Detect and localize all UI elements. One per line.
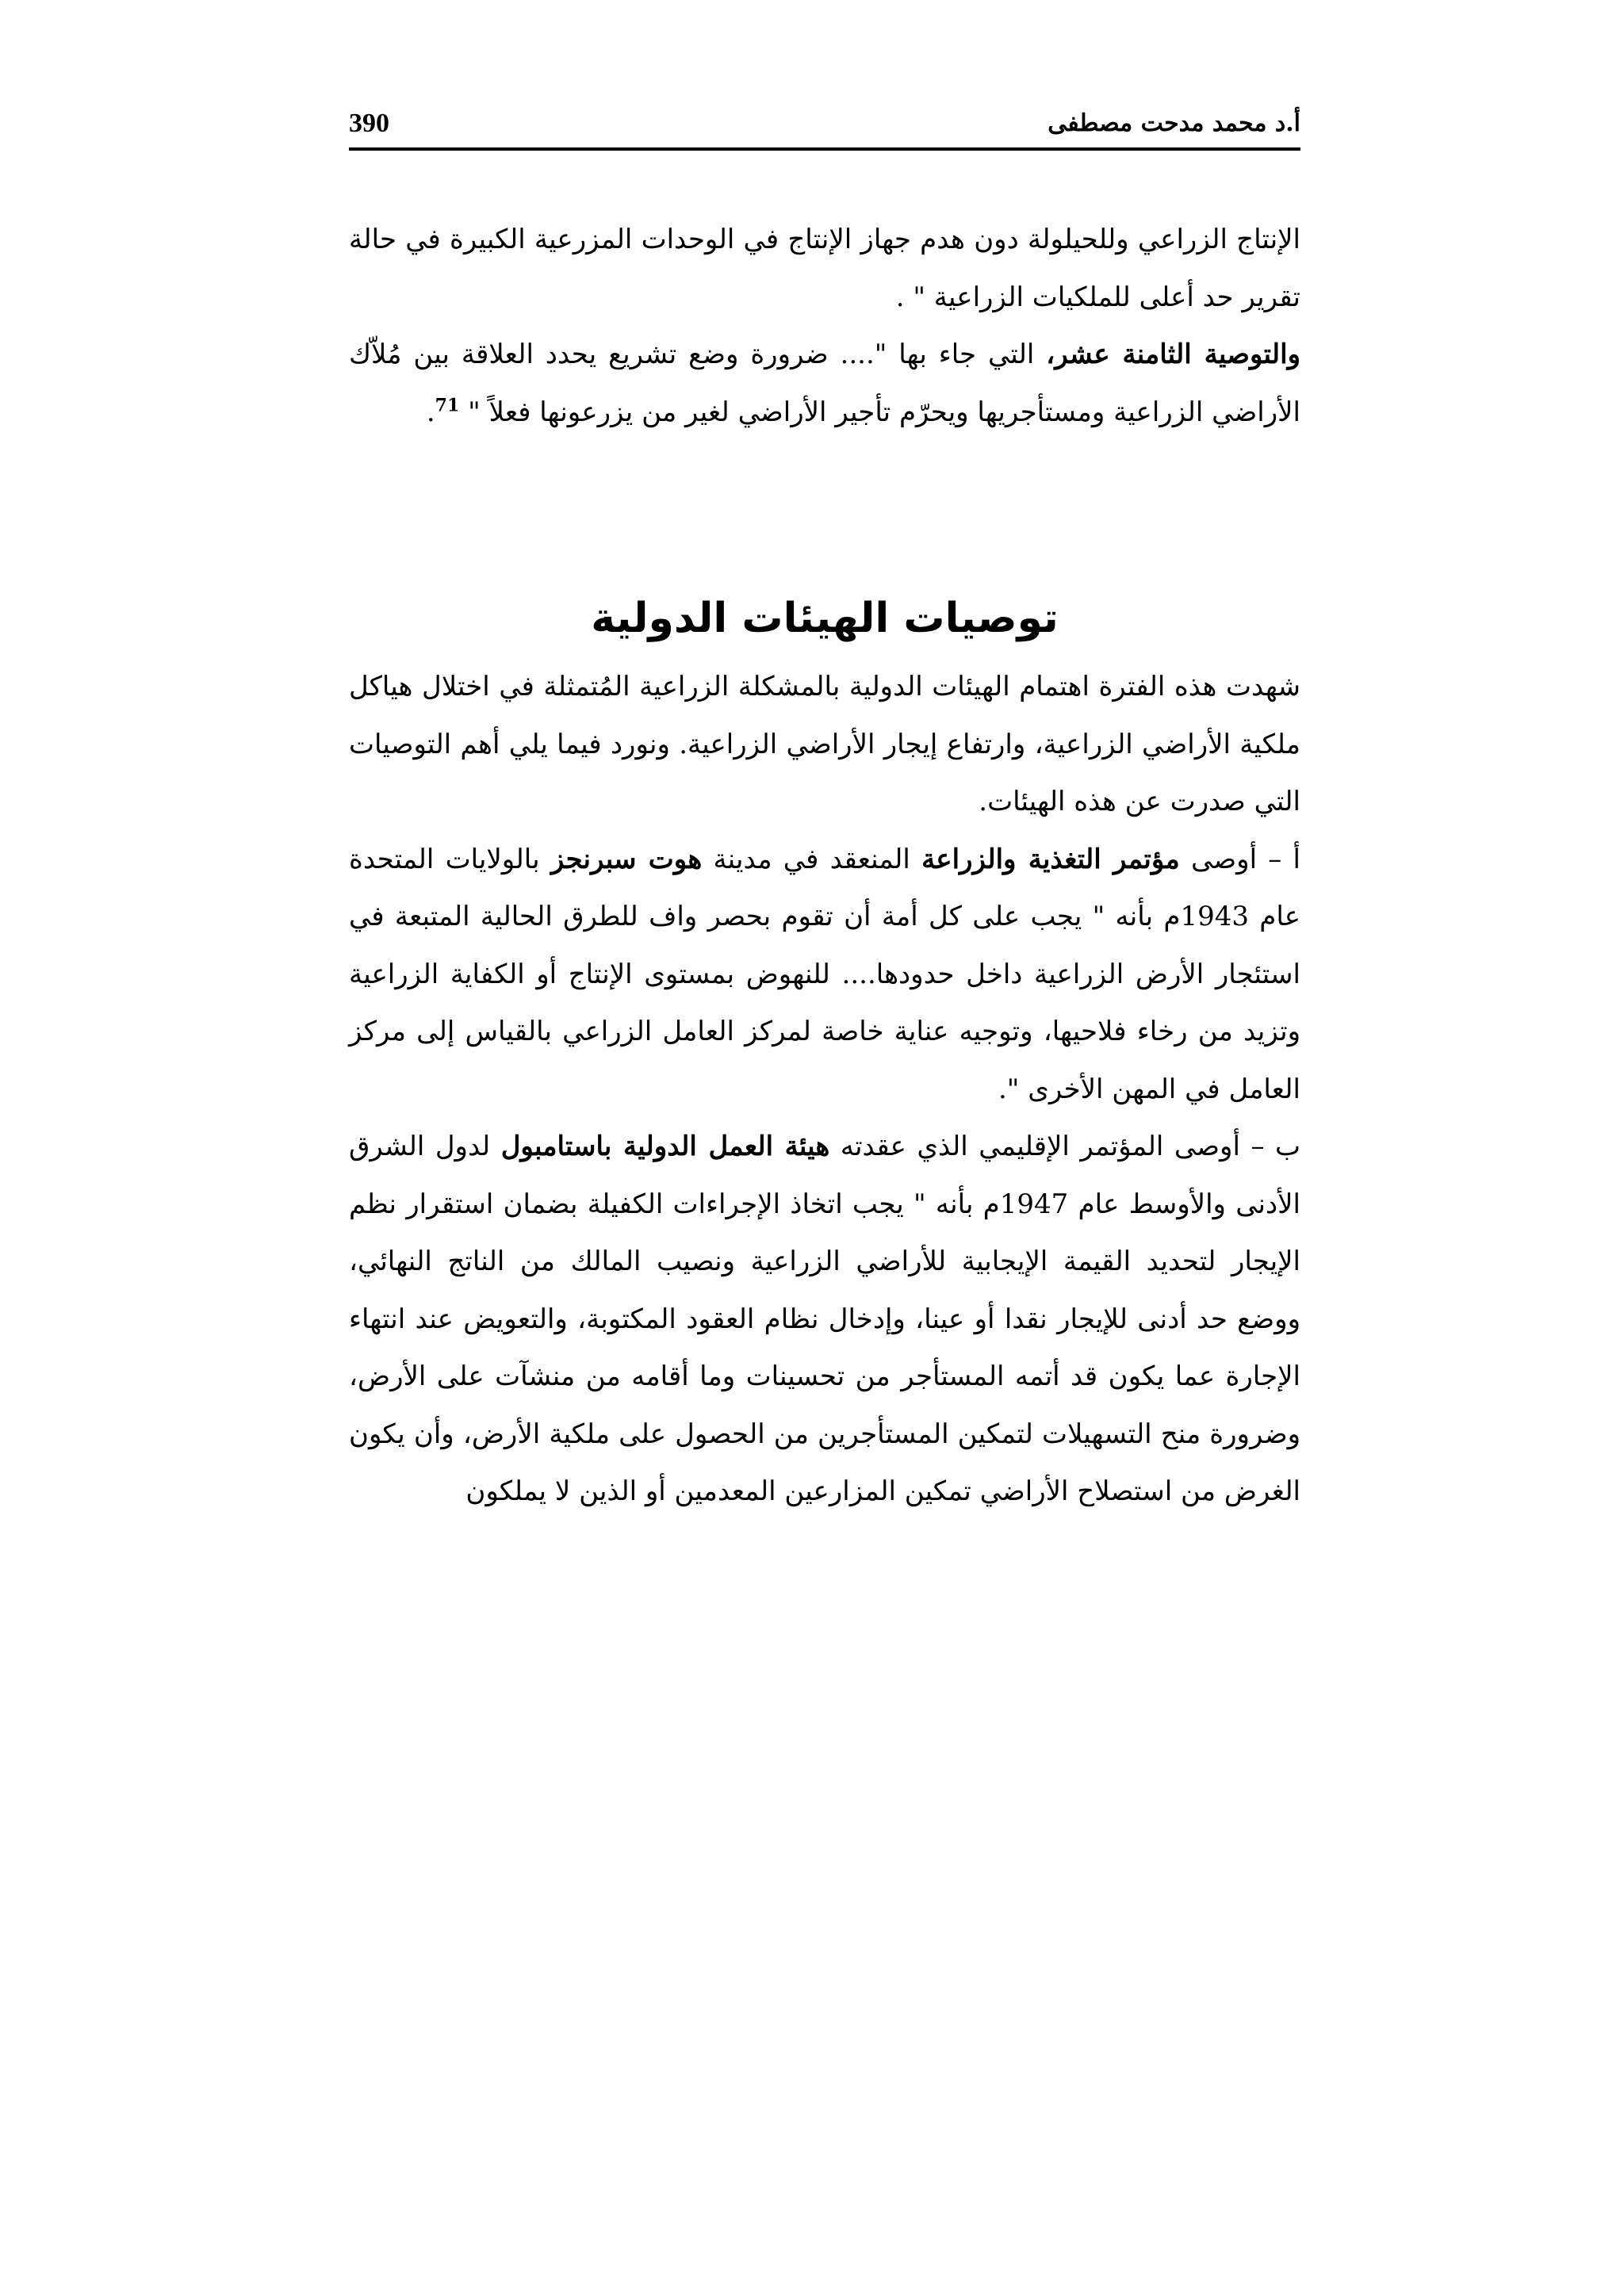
paragraph-item-b — [349, 1118, 1300, 1521]
item-prefix: أ – أوصى — [1179, 843, 1300, 875]
text-block-top — [349, 211, 1300, 441]
bold-phrase: هوت سبرنجز — [550, 843, 703, 875]
text-block-main — [349, 658, 1300, 1521]
page-header — [349, 108, 1300, 151]
paragraph-text: التي جاء بها ".... ضرورة وضع تشريع يحدد العلاقة بين مُلاّك الأراضي الزراعية ومستأجريها ويحرّم تأجير الأراضي لغير من يزرعونها فعلاً " — [349, 339, 1300, 428]
item-prefix: ب – أوصى المؤتمر الإقليمي الذي عقدته — [829, 1131, 1301, 1162]
paragraph-continuation: الإنتاج الزراعي وللحيلولة دون هدم جهاز الإنتاج في الوحدات المزرعية الكبيرة في حالة تقرير حد أعلى للملكيات الزراعية " . — [349, 224, 1300, 313]
paragraph-intro: شهدت هذه الفترة اهتمام الهيئات الدولية بالمشكلة الزراعية المُتمثلة في اختلال هياكل ملكية الأراضي الزراعية، وارتفاع إيجار الأراضي الزراعية. ونورد فيما يلي أهم التوصيات التي صدرت عن هذه الهيئات. — [349, 671, 1300, 817]
paragraph-end: . — [426, 396, 435, 428]
bold-phrase: مؤتمر التغذية والزراعة — [921, 843, 1180, 875]
bold-phrase: والتوصية الثامنة عشر، — [1046, 339, 1300, 370]
paragraph-item-a — [349, 831, 1300, 1119]
paragraph-recommendation-18 — [349, 326, 1300, 441]
section-heading: توصيات الهيئات الدولية — [591, 595, 1059, 642]
running-head-author: أ.د محمد مدحت مصطفى — [1048, 109, 1300, 137]
footnote-ref: 71 — [435, 395, 460, 416]
paragraph-text: لدول الشرق الأدنى والأوسط عام 1947م بأنه " يجب اتخاذ الإجراءات الكفيلة بضمان استقرار نظم الإيجار لتحديد القيمة الإيجابية للأراضي الزراعية ونصيب المالك من الناتج النهائي، ووضع حد أدنى للإيجار نقدا أو عينا، وإدخال نظام العقود المكتوبة، والتعويض عند انتهاء الإجارة عما يكون قد أتمه المستأجر من تحسينات وما أقامه من منشآت على الأرض، وضرورة منح التسهيلات لتمكين المستأجرين من الحصول على ملكية الأرض، وأن يكون الغرض من استصلاح الأراضي تمكين المزارعين المعدمين أو الذين لا يملكون — [349, 1131, 1300, 1507]
paragraph-text: بالولايات المتحدة عام 1943م بأنه " يجب على كل أمة أن تقوم بحصر واف للطرق الحالية المتبعة في استئجار الأرض الزراعية داخل حدودها.... للنهوض بمستوى الإنتاج أو الكفاية الزراعية وتزيد من رخاء فلاحيها، وتوجيه عناية خاصة لمركز العامل الزراعي بالقياس إلى مركز العامل في المهن الأخرى ". — [349, 843, 1300, 1105]
paragraph-text: المنعقد في مدينة — [702, 843, 922, 875]
page-number: 390 — [349, 109, 389, 138]
bold-phrase: هيئة العمل الدولية باستامبول — [500, 1131, 830, 1162]
